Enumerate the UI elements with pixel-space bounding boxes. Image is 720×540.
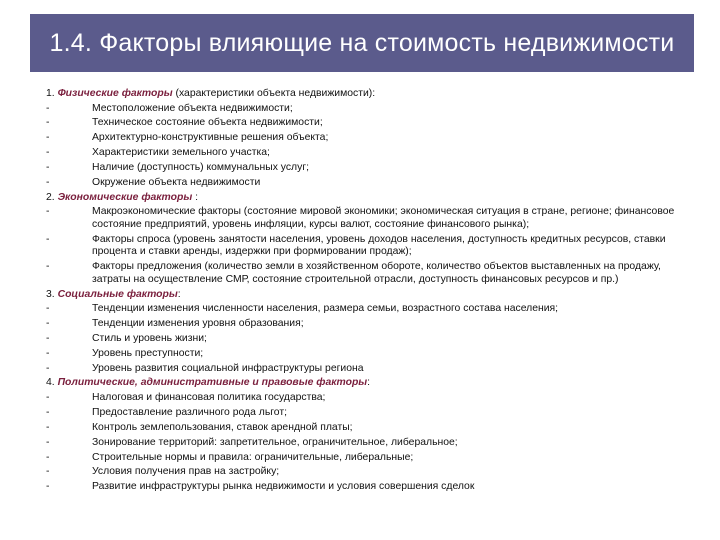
bullet-dash: - [46,206,50,218]
list-item [46,261,676,286]
list-item [46,303,676,316]
list-item [46,234,676,259]
bullet-dash: - [46,233,50,245]
section-number: 4. [46,377,55,389]
bullet-dash: - [46,317,50,329]
list-item [46,422,676,435]
slide-title: 1.4. Факторы влияющие на стоимость недвижимости [49,28,675,57]
list-item-text: Тенденции изменения уровня образования; [92,317,304,329]
list-item [46,117,676,130]
bullet-dash: - [46,176,50,188]
list-item [46,147,676,160]
section-name: Экономические факторы [57,191,193,203]
list-item [46,348,676,361]
bullet-dash: - [46,451,50,463]
bullet-dash: - [46,466,50,478]
bullet-dash: - [46,303,50,315]
list-item-text: Контроль землепользования, ставок арендной платы; [92,421,353,433]
list-item-text: Зонирование территорий: запретительное, ограничительное, либеральное; [92,436,458,448]
section-number: 3. [46,288,55,300]
list-item [46,103,676,116]
list-item [46,177,676,190]
list-item-text: Окружение объекта недвижимости [92,176,261,188]
list-item-text: Техническое состояние объекта недвижимости; [92,117,323,129]
list-item [46,481,676,494]
bullet-dash: - [46,406,50,418]
bullet-dash: - [46,391,50,403]
list-item [46,392,676,405]
list-item-text: Макроэкономические факторы (состояние мировой экономики; экономическая ситуация в стране, регионе; финансовое состояние предприятий, уровень инфляции, курсы валют, состояние финансового рынка); [92,206,675,230]
section-number: 2. [46,191,55,203]
bullet-dash: - [46,132,50,144]
bullet-dash: - [46,147,50,159]
list-item-text: Уровень преступности; [92,347,204,359]
list-item-text: Стиль и уровень жизни; [92,332,207,344]
section-suffix: : [367,377,371,389]
section-suffix: : [192,191,199,203]
list-item [46,466,676,479]
list-item [46,162,676,175]
list-item-text: Факторы спроса (уровень занятости населения, уровень доходов населения, доступность кредитных ресурсов, ставки процента и ставки аренды, издержки при формировании продаж); [92,233,666,258]
list-item-text: Местоположение объекта недвижимости; [92,102,293,114]
list-item-text: Развитие инфраструктуры рынка недвижимости и условия совершения сделок [92,481,475,493]
section-name: Социальные факторы [57,288,178,300]
list-item-text: Характеристики земельного участка; [92,147,270,159]
list-item [46,452,676,465]
section-name: Политические, административные и правовые факторы [57,377,368,389]
list-item [46,318,676,331]
bullet-dash: - [46,117,50,129]
list-item-text: Факторы предложения (количество земли в хозяйственном обороте, количество объектов выставленных на продажу, затраты на осуществление СМР, состояние строительной отрасли, доступность финансовых ресурсов и пр.) [92,261,661,285]
section-heading [46,192,676,205]
bullet-dash: - [46,481,50,493]
list-item [46,363,676,376]
list-item [46,132,676,145]
list-item-text: Архитектурно-конструктивные решения объекта; [92,132,329,144]
section-suffix: : [177,288,181,300]
section-heading [46,88,676,101]
bullet-dash: - [46,347,50,359]
bullet-dash: - [46,421,50,433]
bullet-dash: - [46,162,50,174]
list-item-text: Строительные нормы и правила: ограничительные, либеральные; [92,451,414,463]
bullet-dash: - [46,102,50,114]
list-item-text: Наличие (доступность) коммунальных услуг; [92,162,309,174]
list-item-text: Налоговая и финансовая политика государства; [92,391,326,403]
bullet-dash: - [46,436,50,448]
list-item-text: Тенденции изменения численности населения, размера семьи, возрастного состава населения; [92,303,559,315]
bullet-dash: - [46,362,50,374]
list-item-text: Предоставление различного рода льгот; [92,406,287,418]
factors-content [46,88,676,496]
section-name: Физические факторы [57,88,173,99]
section-number: 1. [46,88,55,99]
list-item [46,407,676,420]
section-heading [46,289,676,302]
list-item [46,437,676,450]
list-item-text: Уровень развития социальной инфраструктуры региона [92,362,364,374]
section-suffix: (характеристики объекта недвижимости): [172,88,376,99]
title-bar [30,14,694,72]
list-item-text: Условия получения прав на застройку; [92,466,280,478]
bullet-dash: - [46,332,50,344]
list-item [46,206,676,231]
section-heading [46,377,676,390]
bullet-dash: - [46,261,50,273]
list-item [46,333,676,346]
